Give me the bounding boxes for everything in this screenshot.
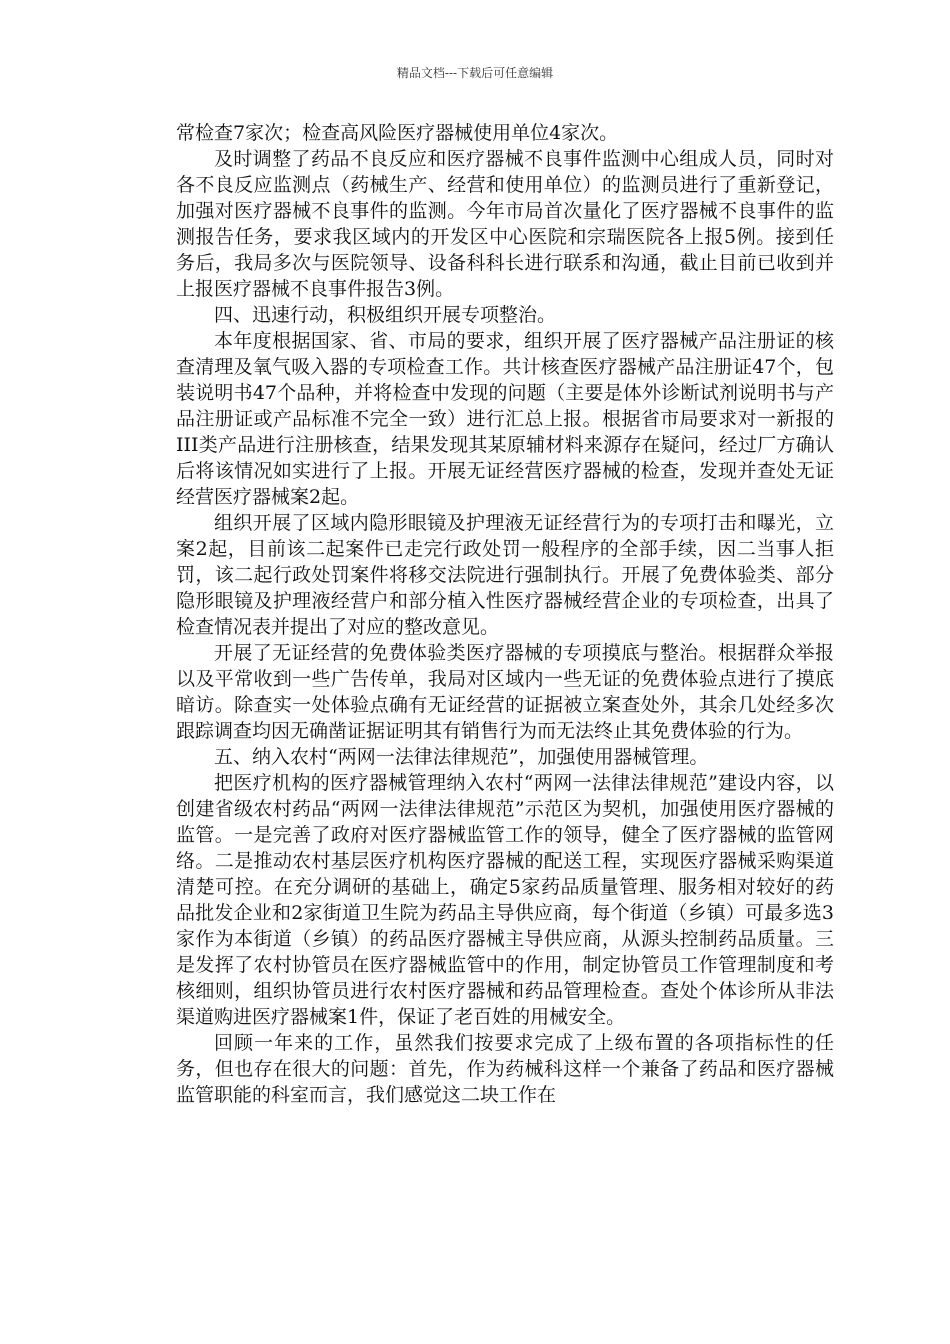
- paragraph-continuation: 常检查7家次；检查高风险医疗器械使用单位4家次。: [176, 122, 619, 144]
- paragraph-adverse-event-monitoring: 及时调整了药品不良反应和医疗器械不良事件监测中心组成人员，同时对各不良反应监测点（药械生产、经营和使用单位）的监测员进行了重新登记，加强对医疗器械不良事件的监测。今年市局首次量化了医疗器械不良事件的监测报告任务，要求我区域内的开发区中心医院和宗瑞医院各上报5例。接到任务后，我局多次与医院领导、设备科科长进行联系和沟通，截止目前已收到并上报医疗器械不良事件报告3例。: [176, 148, 834, 300]
- paragraph-contact-lens-crackdown: 组织开展了区域内隐形眼镜及护理液无证经营行为的专项打击和曝光，立案2起，目前该二起案件已走完行政处罚一般程序的全部手续，因二当事人拒罚，该二起行政处罚案件将移交法院进行强制执行。开展了免费体验类、部分隐形眼镜及护理液经营户和部分植入性医疗器械经营企业的专项检查，出具了检查情况表并提出了对应的整改意见。: [176, 512, 834, 638]
- document-body: [176, 120, 834, 1108]
- section-heading-four: 四、迅速行动，积极组织开展专项整治。: [214, 304, 557, 326]
- paragraph-free-trial-rectification: 开展了无证经营的免费体验类医疗器械的专项摸底与整治。根据群众举报以及平常收到一些广告传单，我局对区域内一些无证的免费体验点进行了摸底暗访。除查实一处体验点确有无证经营的证据被立案查处外，其余几处经多次跟踪调查均因无确凿证据证明其有销售行为而无法终止其免费体验的行为。: [176, 642, 834, 742]
- paragraph-rural-management: 把医疗机构的医疗器械管理纳入农村“两网一法律法律规范”建设内容，以创建省级农村药品“两网一法律法律规范”示范区为契机，加强使用医疗器械的监管。一是完善了政府对医疗器械监管工作的领导，健全了医疗器械的监管网络。二是推动农村基层医疗机构医疗器械的配送工程，实现医疗器械采购渠道清楚可控。在充分调研的基础上，确定5家药品质量管理、服务相对较好的药品批发企业和2家街道卫生院为药品主导供应商，每个街道（乡镇）可最多选3家作为本街道（乡镇）的药品医疗器械主导供应商，从源头控制药品质量。三是发挥了农村协管员在医疗器械监管中的作用，制定协管员工作管理制度和考核细则，组织协管员进行农村医疗器械和药品管理检查。查处个体诊所从非法渠道购进医疗器械案1件，保证了老百姓的用械安全。: [176, 772, 834, 1028]
- page-header: 精品文档---下载后可任意编辑: [396, 66, 554, 80]
- section-heading-five: 五、纳入农村“两网一法律法律规范”，加强使用器械管理。: [214, 746, 709, 768]
- paragraph-registration-check: 本年度根据国家、省、市局的要求，组织开展了医疗器械产品注册证的核查清理及氧气吸入器的专项检查工作。共计核查医疗器械产品注册证47个，包装说明书47个品种，并将检查中发现的问题（主要是体外诊断试剂说明书与产品注册证或产品标准不完全一致）进行汇总上报。根据省市局要求对一新报的III类产品进行注册核查，结果发现其某原辅材料来源存在疑问，经过厂方确认后将该情况如实进行了上报。开展无证经营医疗器械的检查，发现并查处无证经营医疗器械案2起。: [176, 330, 834, 508]
- paragraph-review: 回顾一年来的工作，虽然我们按要求完成了上级布置的各项指标性的任务，但也存在很大的问题：首先，作为药械科这样一个兼备了药品和医疗器械监管职能的科室而言，我们感觉这二块工作在: [176, 1032, 834, 1106]
